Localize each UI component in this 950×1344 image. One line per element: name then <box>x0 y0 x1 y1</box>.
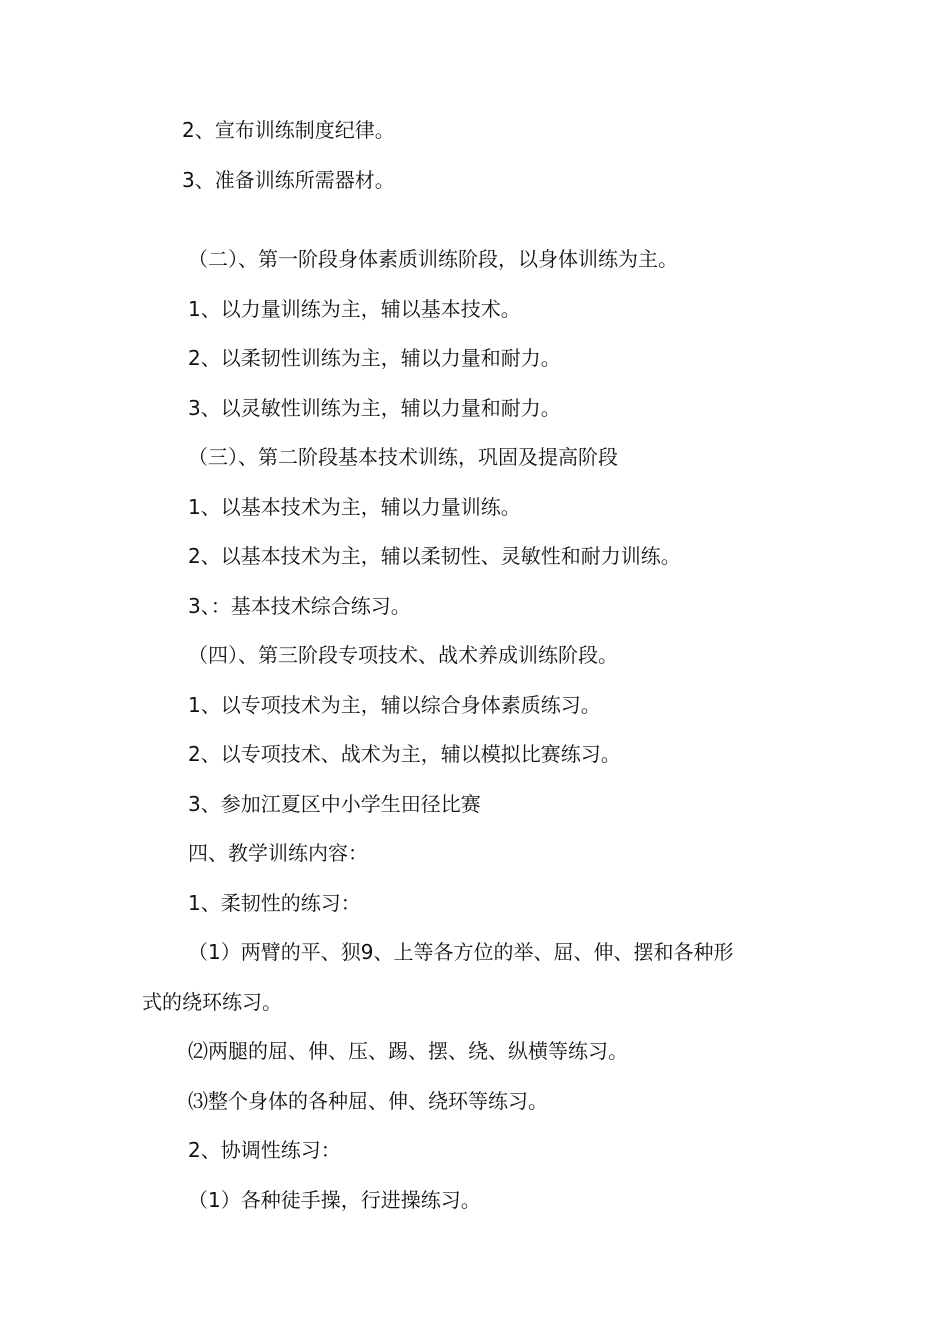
text-line: （1）两臂的平、狈9、上等各方位的举、屈、伸、摆和各种形 <box>188 940 734 964</box>
text-line: 3、准备训练所需器材。 <box>182 168 395 192</box>
text-line: 3、：基本技术综合练习。 <box>188 594 411 618</box>
text-line: 2、宣布训练制度纪律。 <box>182 118 395 142</box>
section-heading: 四、教学训练内容： <box>188 841 368 865</box>
section-heading: （二）、第一阶段身体素质训练阶段，以身体训练为主。 <box>188 247 678 271</box>
text-line: 2、协调性练习： <box>188 1138 341 1162</box>
text-line: 2、以柔韧性训练为主，辅以力量和耐力。 <box>188 346 561 370</box>
section-heading: （四）、第三阶段专项技术、战术养成训练阶段。 <box>188 643 618 667</box>
text-line: 1、柔韧性的练习： <box>188 891 361 915</box>
text-line: 3、以灵敏性训练为主，辅以力量和耐力。 <box>188 396 561 420</box>
text-line: 1、以专项技术为主，辅以综合身体素质练习。 <box>188 693 601 717</box>
text-line: 1、以力量训练为主，辅以基本技术。 <box>188 297 521 321</box>
text-line: ⑵两腿的屈、伸、压、踢、摆、绕、纵横等练习。 <box>188 1039 628 1063</box>
text-line: 2、以专项技术、战术为主，辅以模拟比赛练习。 <box>188 742 621 766</box>
text-line: （1）各种徒手操，行进操练习。 <box>188 1188 481 1212</box>
text-line: 1、以基本技术为主，辅以力量训练。 <box>188 495 521 519</box>
text-line: 2、以基本技术为主，辅以柔韧性、灵敏性和耐力训练。 <box>188 544 681 568</box>
section-heading: （三）、第二阶段基本技术训练，巩固及提高阶段 <box>188 445 618 469</box>
text-line: 式的绕环练习。 <box>142 990 282 1014</box>
text-line: 3、参加江夏区中小学生田径比赛 <box>188 792 481 816</box>
text-line: ⑶整个身体的各种屈、伸、绕环等练习。 <box>188 1089 548 1113</box>
